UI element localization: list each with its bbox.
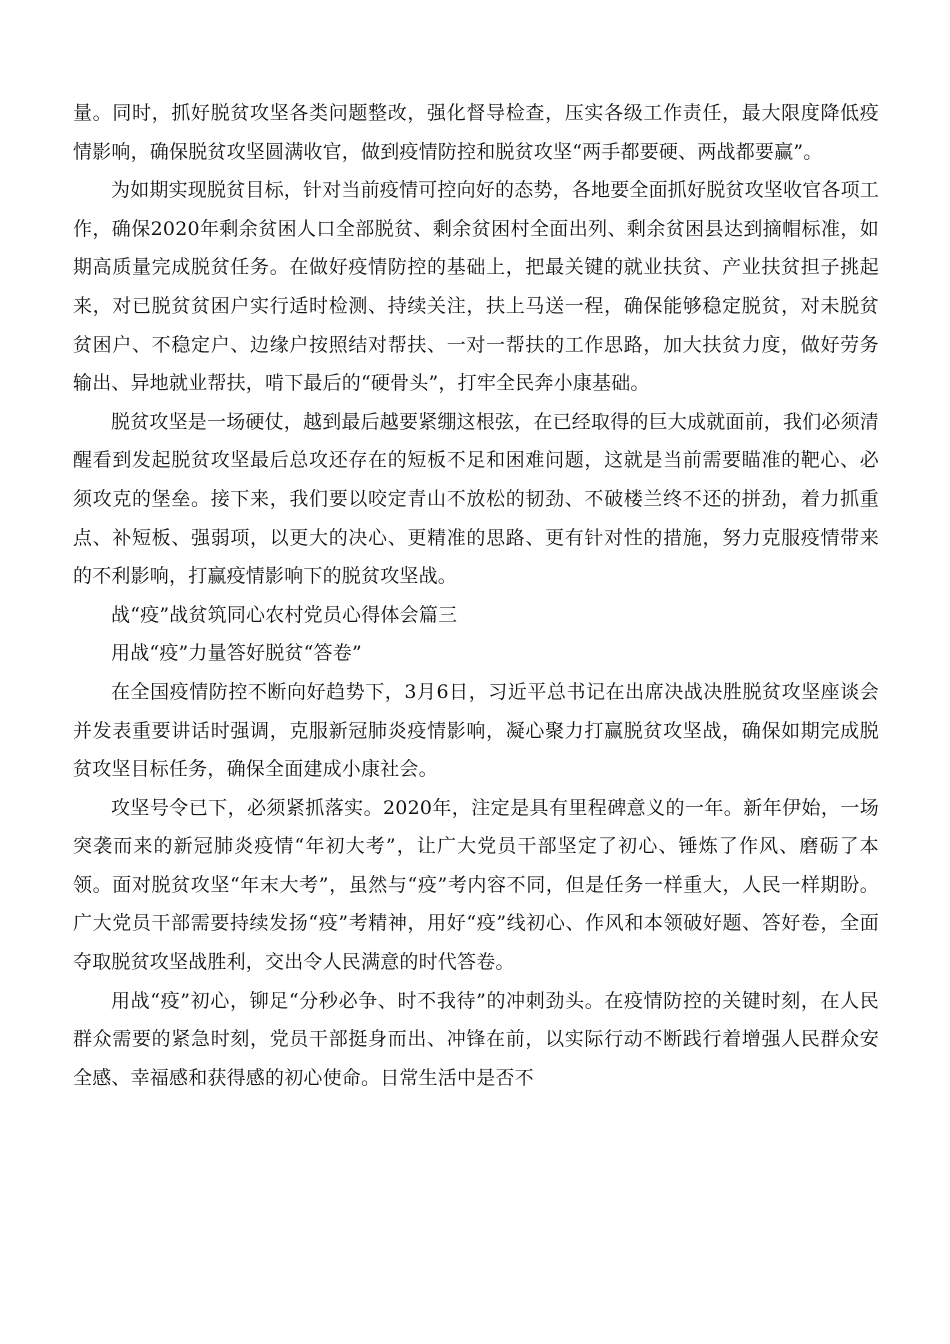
paragraph: 攻坚号令已下，必须紧抓落实。2020年，注定是具有里程碑意义的一年。新年伊始，一场突袭而来的新冠肺炎疫情“年初大考”，让广大党员干部坚定了初心、锤炼了作风、磨砺了本领。面对脱贫攻坚“年末大考”，虽然与“疫”考内容不同，但是任务一样重大，人民一样期盼。广大党员干部需要持续发扬“疫”考精神，用好“疫”线初心、作风和本领破好题、答好卷，全面夺取脱贫攻坚战胜利，交出令人民满意的时代答卷。 [73, 796, 879, 974]
paragraph: 用战“疫”初心，铆足“分秒必争、时不我待”的冲刺劲头。在疫情防控的关键时刻，在人民群众需要的紧急时刻，党员干部挺身而出、冲锋在前，以实际行动不断践行着增强人民群众安全感、幸福感和获得感的初心使命。日常生活中是否不 [73, 989, 879, 1089]
section-subheading: 用战“疫”力量答好脱贫“答卷” [111, 642, 362, 665]
paragraph: 脱贫攻坚是一场硬仗，越到最后越要紧绷这根弦，在已经取得的巨大成就面前，我们必须清醒看到发起脱贫攻坚最后总攻还存在的短板不足和困难问题，这就是当前需要瞄准的靶心、必须攻克的堡垒。接下来，我们要以咬定青山不放松的韧劲、不破楼兰终不还的拼劲，着力抓重点、补短板、强弱项，以更大的决心、更精准的思路、更有针对性的措施，努力克服疫情带来的不利影响，打赢疫情影响下的脱贫攻坚战。 [73, 410, 880, 588]
paragraph: 在全国疫情防控不断向好趋势下，3月6日，习近平总书记在出席决战决胜脱贫攻坚座谈会并发表重要讲话时强调，克服新冠肺炎疫情影响，凝心聚力打赢脱贫攻坚战，确保如期完成脱贫攻坚目标任务，确保全面建成小康社会。 [73, 680, 879, 781]
paragraph: 为如期实现脱贫目标，针对当前疫情可控向好的态势，各地要全面抓好脱贫攻坚收官各项工作，确保2020年剩余贫困人口全部脱贫、剩余贫困村全面出列、剩余贫困县达到摘帽标准，如期高质量完成脱贫任务。在做好疫情防控的基础上，把最关键的就业扶贫、产业扶贫担子挑起来，对已脱贫贫困户实行适时检测、持续关注，扶上马送一程，确保能够稳定脱贫，对未脱贫贫困户、不稳定户、边缘户按照结对帮扶、一对一帮扶的工作思路，加大扶贫力度，做好劳务输出、异地就业帮扶，啃下最后的“硬骨头”，打牢全民奔小康基础。 [73, 179, 880, 395]
paragraph-continued: 量。同时，抓好脱贫攻坚各类问题整改，强化督导检查，压实各级工作责任，最大限度降低疫情影响，确保脱贫攻坚圆满收官，做到疫情防控和脱贫攻坚“两手都要硬、两战都要赢”。 [73, 102, 879, 163]
document-body [73, 94, 879, 1097]
section-heading: 战“疫”战贫筑同心农村党员心得体会篇三 [111, 603, 458, 626]
